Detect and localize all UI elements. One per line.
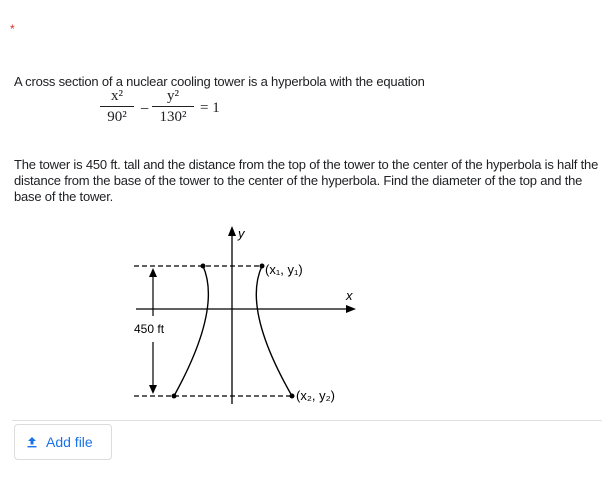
height-label: 450 ft bbox=[134, 322, 165, 336]
divider bbox=[12, 420, 602, 421]
height-arrowhead-top bbox=[149, 268, 157, 277]
equation-term-x bbox=[100, 88, 134, 125]
top-right-point bbox=[260, 264, 265, 269]
equation bbox=[100, 88, 230, 136]
tower-right-branch bbox=[256, 266, 292, 396]
equation-rhs: = 1 bbox=[200, 100, 220, 116]
bottom-right-point bbox=[290, 394, 295, 399]
height-arrowhead-bottom bbox=[149, 385, 157, 394]
x-axis-arrow bbox=[346, 305, 356, 313]
add-file-button[interactable] bbox=[14, 424, 112, 460]
add-file-label: Add file bbox=[46, 434, 93, 450]
tower-left-branch bbox=[174, 266, 208, 396]
required-marker: * bbox=[10, 22, 15, 36]
y-axis-arrow bbox=[228, 226, 236, 236]
bottom-left-point bbox=[172, 394, 177, 399]
equation-term-x-numerator: x² bbox=[111, 88, 123, 104]
problem-body: The tower is 450 ft. tall and the distance from the top of the tower to the center of the hyperbola is half the distance from the base of the tower to the center of the hyperbola. Find the diameter of the top and the base of the tower. bbox=[14, 157, 599, 204]
y-axis-label: y bbox=[238, 226, 245, 241]
equation-term-y-denominator: 130² bbox=[159, 109, 187, 125]
equation-term-x-denominator: 90² bbox=[107, 109, 127, 125]
x-axis-label: x bbox=[346, 288, 353, 303]
top-left-point bbox=[201, 264, 206, 269]
equation-term-y-numerator: y² bbox=[167, 88, 179, 104]
equation-term-y bbox=[152, 88, 194, 125]
top-point-label: (x₁, y₁) bbox=[265, 262, 303, 277]
equation-minus: − bbox=[140, 101, 150, 118]
upload-icon bbox=[25, 435, 39, 449]
cooling-tower-figure bbox=[120, 222, 370, 412]
question-intro: A cross section of a nuclear cooling tower is a hyperbola with the equation bbox=[14, 74, 425, 89]
bottom-point-label: (x₂, y₂) bbox=[296, 388, 335, 403]
